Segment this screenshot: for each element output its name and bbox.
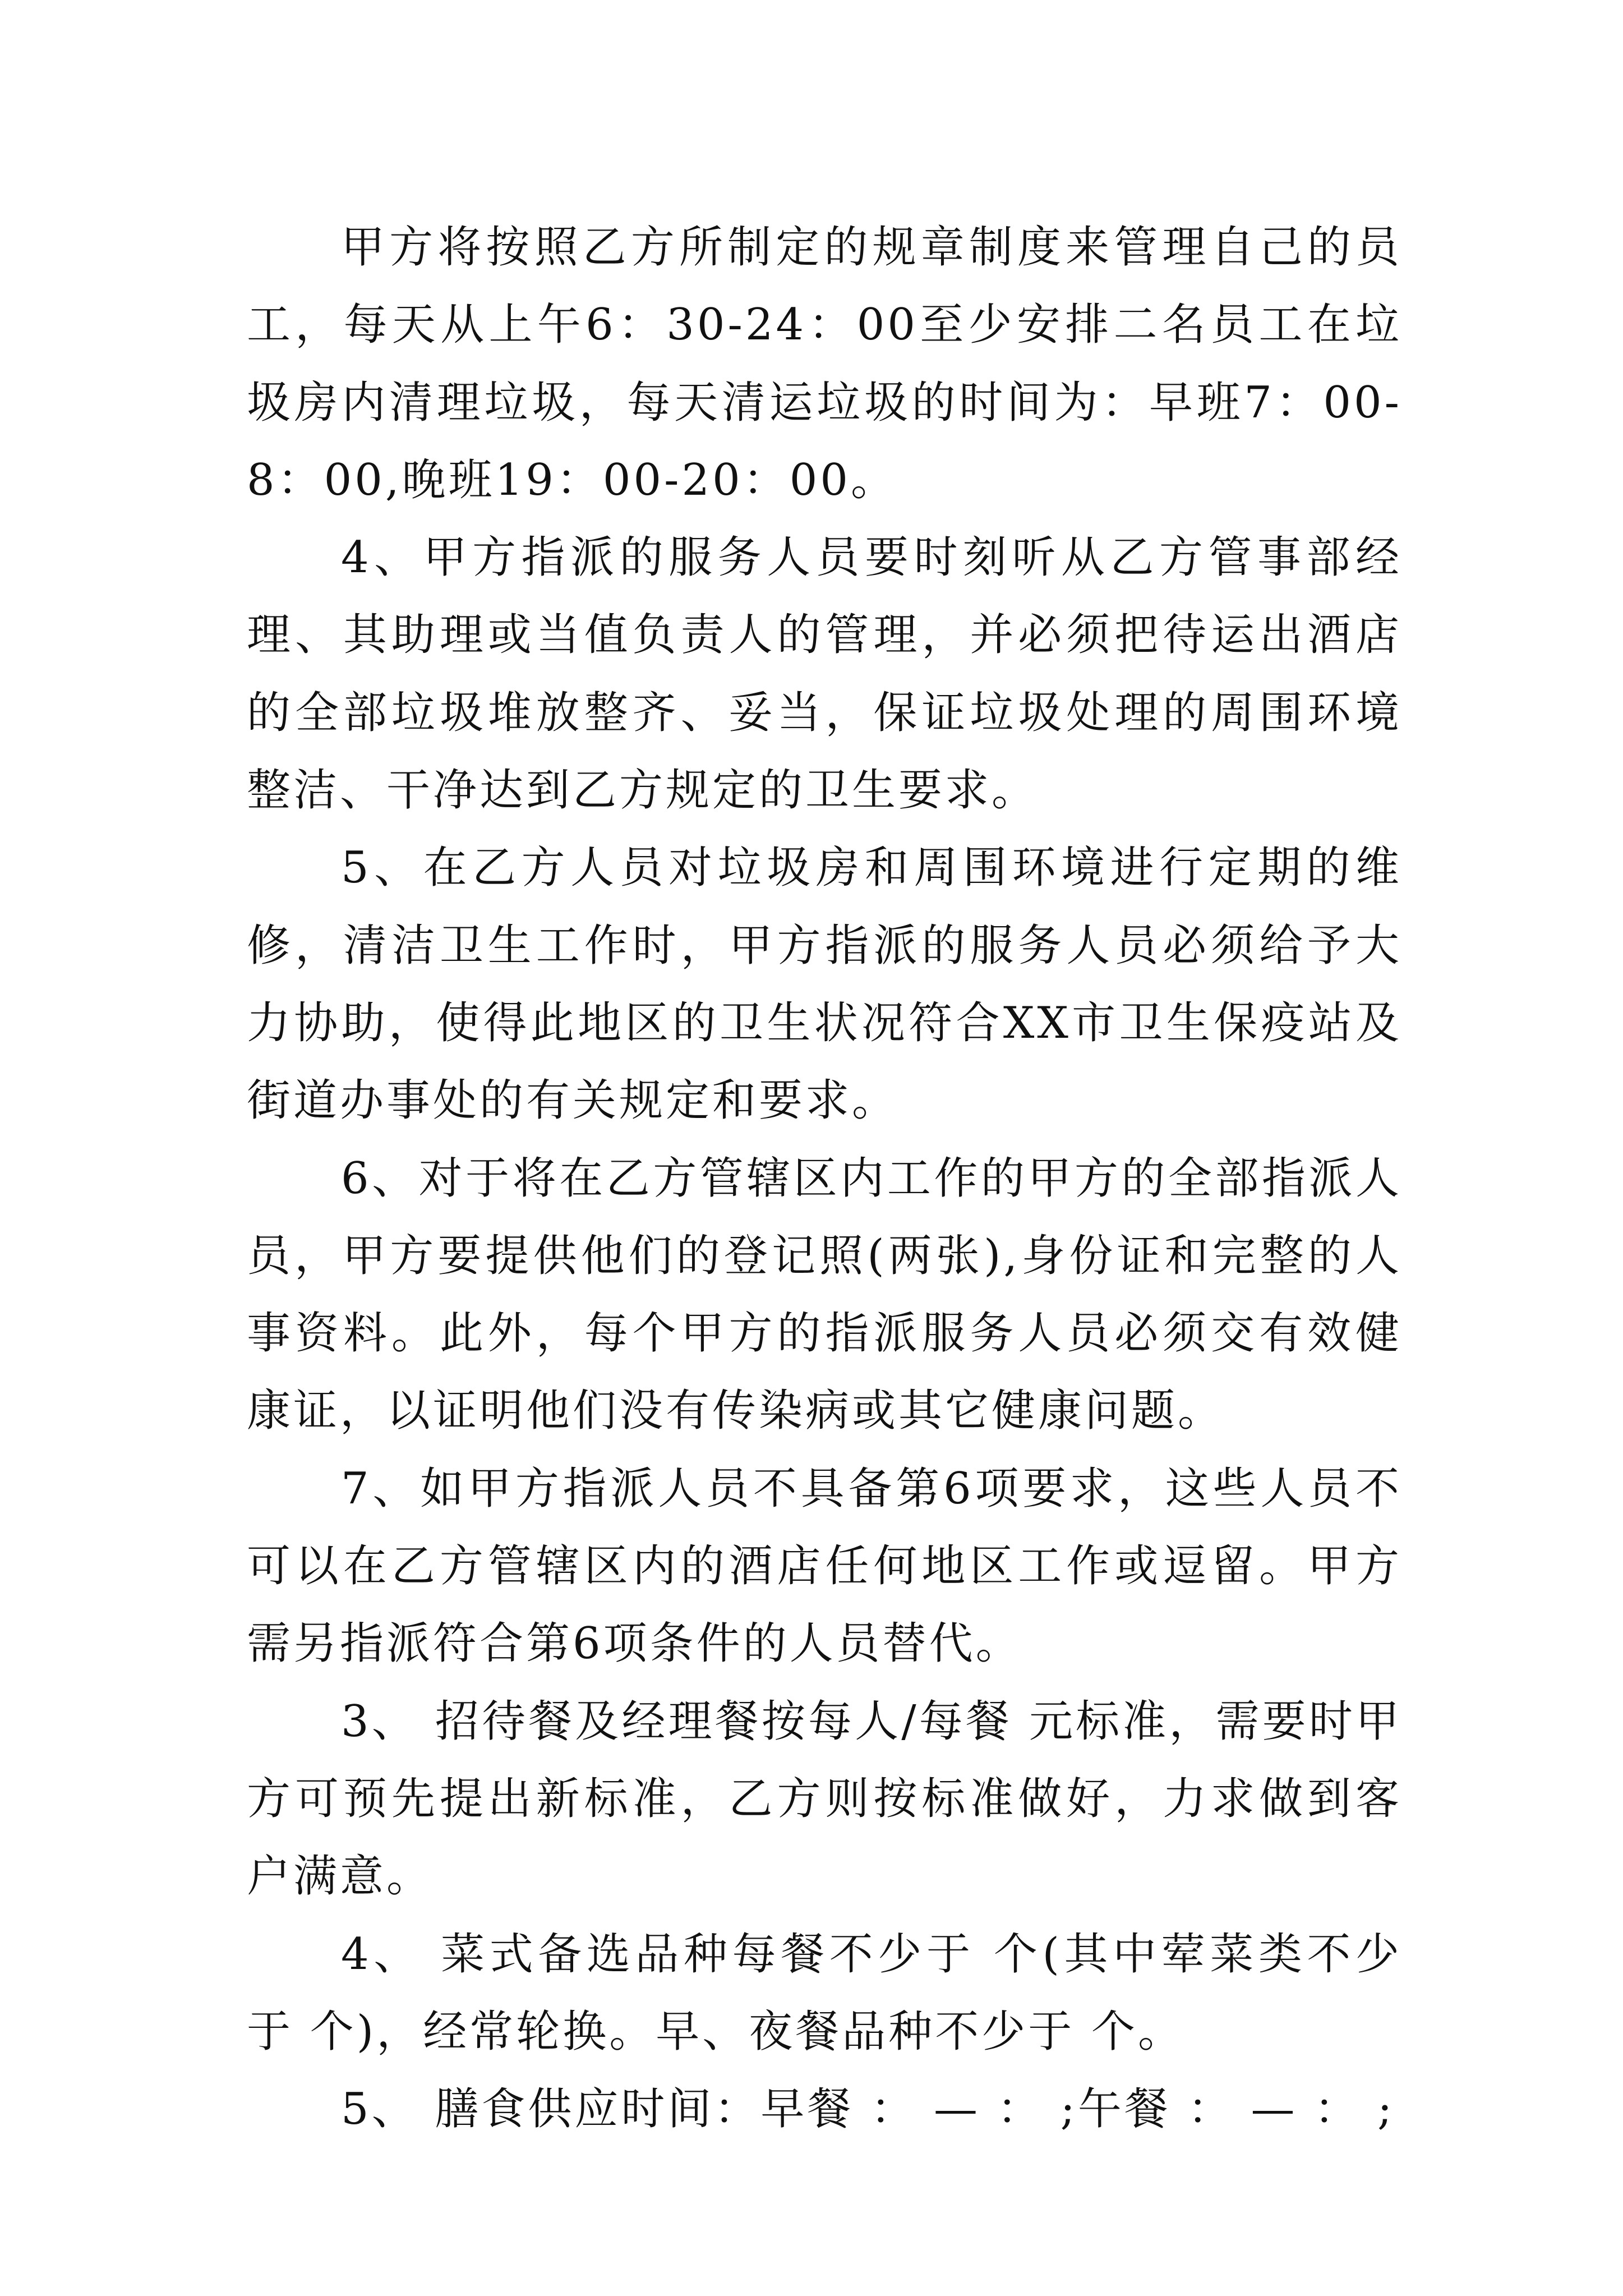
document-body [247,209,1402,2148]
paragraph-item-4-menu: 4、 菜式备选品种每餐不少于 个(其中荤菜类不少于 个)，经常轮换。早、夜餐品种不少于 个。 [247,1929,1402,2057]
paragraph-item-6-documents: 6、对于将在乙方管辖区内工作的甲方的全部指派人员，甲方要提供他们的登记照(两张),身份证和完整的人事资料。此外，每个甲方的指派服务人员必须交有效健康证，以证明他们没有传染病或其它健康问题。 [247,1153,1402,1437]
paragraph-staff-management: 甲方将按照乙方所制定的规章制度来管理自己的员工，每天从上午6：30-24：00至少安排二名员工在垃圾房内清理垃圾，每天清运垃圾的时间为：早班7：00-8：00,晚班19：00-20：00。 [247,222,1402,505]
paragraph-item-5-maintenance: 5、在乙方人员对垃圾房和周围环境进行定期的维修，清洁卫生工作时，甲方指派的服务人员必须给予大力协助，使得此地区的卫生状况符合XX市卫生保疫站及街道办事处的有关规定和要求。 [247,843,1402,1126]
paragraph-item-5-meal-times: 5、 膳食供应时间：早餐 ： — ： ;午餐 ： — ： ; [341,2084,1395,2135]
paragraph-item-7-requirements: 7、如甲方指派人员不具备第6项要求，这些人员不可以在乙方管辖区内的酒店任何地区工作或逗留。甲方需另指派符合第6项条件的人员替代。 [247,1463,1402,1669]
paragraph-item-4-management: 4、甲方指派的服务人员要时刻听从乙方管事部经理、其助理或当值负责人的管理，并必须把待运出酒店的全部垃圾堆放整齐、妥当，保证垃圾处理的周围环境整洁、干净达到乙方规定的卫生要求。 [247,532,1402,816]
paragraph-item-3-meal-standard: 3、 招待餐及经理餐按每人/每餐 元标准，需要时甲方可预先提出新标准，乙方则按标准做好，力求做到客户满意。 [247,1696,1402,1902]
